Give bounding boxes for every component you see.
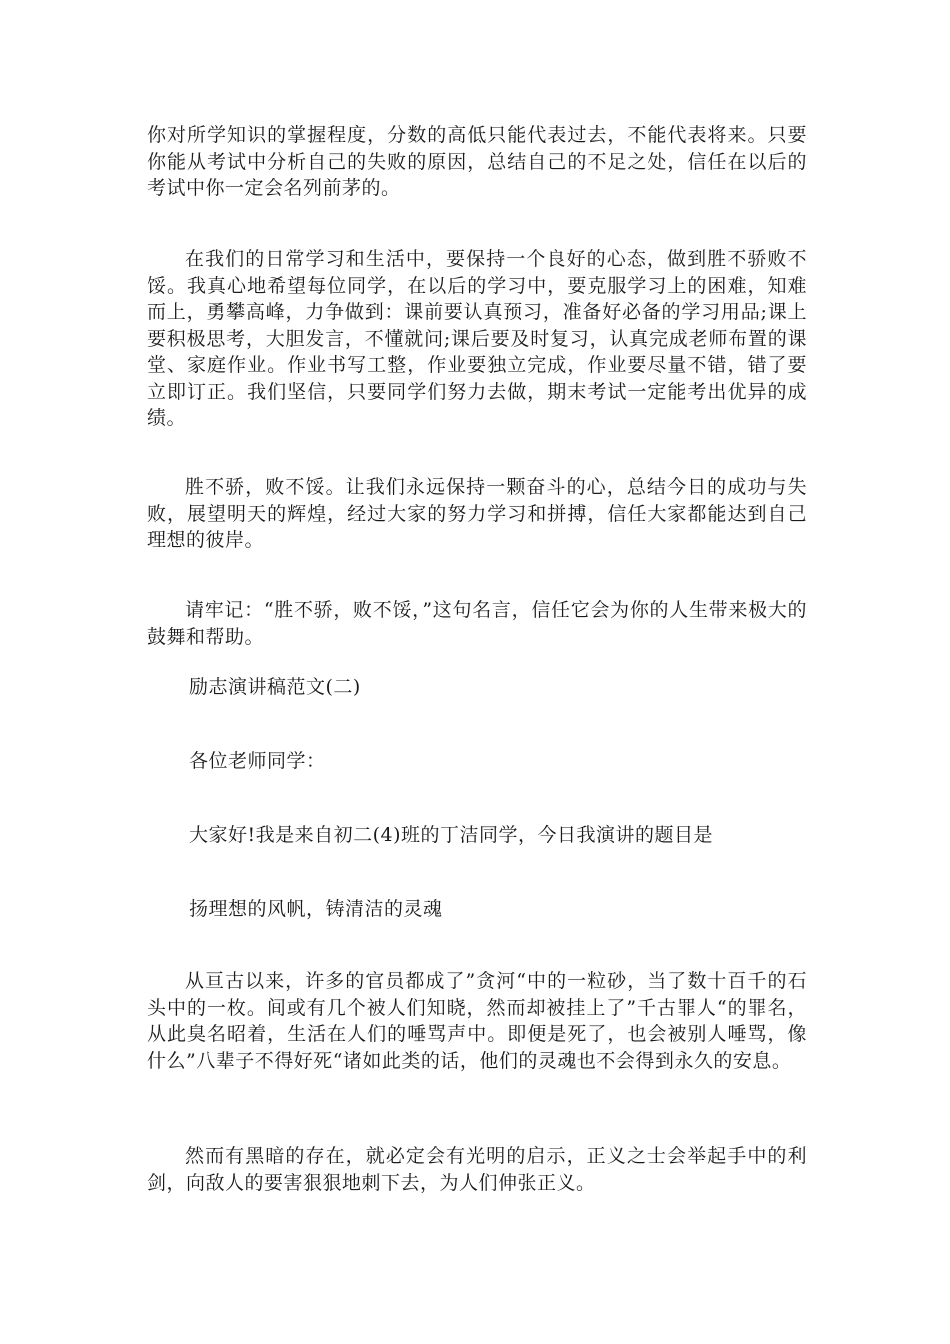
paragraph-exam-reflection: 你对所学知识的掌握程度，分数的高低只能代表过去，不能代表将来。只要你能从考试中分析自己的失败的原因，总结自己的不足之处，信任在以后的考试中你一定会名列前茅的。 bbox=[147, 124, 807, 199]
section-heading: 励志演讲稿范文(二) bbox=[189, 676, 361, 698]
paragraph-keep-striving: 胜不骄，败不馁。让我们永远保持一颗奋斗的心，总结今日的成功与失败，展望明天的辉煌，经过大家的努力学习和拼搏，信任大家都能达到自己理想的彼岸。 bbox=[147, 476, 807, 551]
paragraph-study-attitude: 在我们的日常学习和生活中，要保持一个良好的心态，做到胜不骄败不馁。我真心地希望每位同学，在以后的学习中，要克服学习上的困难，知难而上，勇攀高峰，力争做到：课前要认真预习，准备好必备的学习用品;课上要积极思考，大胆发言，不懂就问;课后要及时复习，认真完成老师布置的课堂、家庭作业。作业书写工整，作业要独立完成，作业要尽量不错，错了要立即订正。我们坚信，只要同学们努力去做，期末考试一定能考出优异的成绩。 bbox=[147, 248, 807, 429]
paragraph-corrupt-officials: 从亘古以来，许多的官员都成了”贪河“中的一粒砂，当了数十百千的石头中的一枚。间或有几个被人们知晓，然而却被挂上了”千古罪人“的罪名，从此臭名昭着，生活在人们的唾骂声中。即便是死了，也会被别人唾骂，像什么”八辈子不得好死“诸如此类的话，他们的灵魂也不会得到永久的安息。 bbox=[147, 970, 807, 1072]
paragraph-remember-motto: 请牢记：“胜不骄，败不馁，”这句名言，信任它会为你的人生带来极大的鼓舞和帮助。 bbox=[147, 599, 807, 648]
speech-intro: 大家好!我是来自初二(4)班的丁洁同学，今日我演讲的题目是 bbox=[189, 824, 714, 846]
paragraph-justice: 然而有黑暗的存在，就必定会有光明的启示，正义之士会举起手中的利剑，向敌人的要害狠狠地刺下去，为人们伸张正义。 bbox=[147, 1145, 807, 1194]
speech-greeting: 各位老师同学： bbox=[189, 750, 326, 772]
speech-title: 扬理想的风帆，铸清洁的灵魂 bbox=[189, 898, 443, 920]
